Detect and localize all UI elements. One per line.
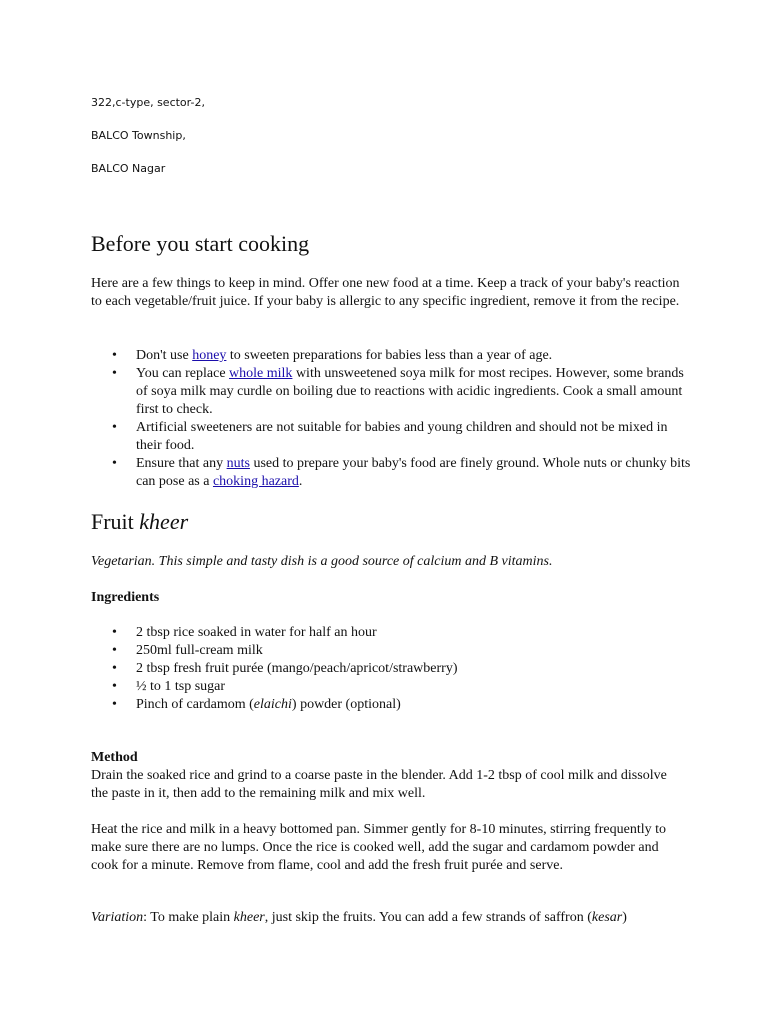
choking-hazard-link[interactable]: choking hazard bbox=[212, 474, 299, 489]
tip-text: You can replace bbox=[136, 366, 230, 381]
bullet-icon: • bbox=[112, 456, 117, 471]
tip-text: Ensure that any bbox=[136, 456, 227, 471]
list-item bbox=[91, 678, 691, 696]
list-item bbox=[91, 455, 691, 491]
variation-italic-2: kesar bbox=[591, 910, 623, 925]
tip-text: to sweeten preparations for babies less than a year of age. bbox=[226, 348, 553, 363]
ingredient-text: 250ml full-cream milk bbox=[136, 643, 263, 658]
list-item bbox=[91, 642, 691, 660]
tips-list bbox=[91, 347, 691, 491]
method-step-2: Heat the rice and milk in a heavy bottomed pan. Simmer gently for 8-10 minutes, stirring frequently to make sure there are no lumps. Once the rice is cooked well, add the sugar and cardamom powder and cook for a minute. Remove from flame, cool and add the fresh fruit purée and serve. bbox=[91, 822, 667, 873]
address-line-3: BALCO Nagar bbox=[91, 162, 166, 175]
ingredient-text: 2 tbsp rice soaked in water for half an hour bbox=[136, 625, 377, 640]
tip-text: used to prepare your baby's food are finely ground. Whole nuts or chunky bits can pose as a bbox=[136, 456, 691, 489]
recipe-heading-text: Fruit bbox=[91, 509, 140, 534]
variation-label: Variation bbox=[91, 910, 144, 925]
ingredient-text: ½ to 1 tsp sugar bbox=[136, 679, 226, 694]
bullet-icon: • bbox=[112, 679, 117, 694]
bullet-icon: • bbox=[112, 366, 117, 381]
recipe-summary: Vegetarian. This simple and tasty dish is a good source of calcium and B vitamins. bbox=[91, 554, 553, 569]
list-item bbox=[91, 419, 691, 455]
recipe-heading-italic: kheer bbox=[139, 509, 189, 534]
whole-milk-link[interactable]: whole milk bbox=[229, 366, 293, 381]
nuts-link[interactable]: nuts bbox=[226, 456, 250, 471]
tip-text: . bbox=[298, 474, 303, 489]
bullet-icon: • bbox=[112, 697, 117, 712]
method-step-1: Drain the soaked rice and grind to a coarse paste in the blender. Add 1-2 tbsp of cool milk and dissolve the paste in it, then add to the remaining milk and mix well. bbox=[91, 768, 667, 801]
ingredient-italic: elaichi bbox=[253, 697, 292, 712]
variation-text: ) bbox=[622, 910, 627, 925]
bullet-icon: • bbox=[112, 661, 117, 676]
bullet-icon: • bbox=[112, 348, 117, 363]
bullet-icon: • bbox=[112, 625, 117, 640]
ingredients-list bbox=[91, 624, 691, 714]
variation-paragraph bbox=[91, 909, 686, 927]
variation-text: : To make plain bbox=[143, 910, 234, 925]
ingredients-heading: Ingredients bbox=[91, 590, 160, 605]
bullet-icon: • bbox=[112, 420, 117, 435]
tip-text: Artificial sweeteners are not suitable for babies and young children and should not be mixed in their food. bbox=[136, 420, 668, 453]
list-item bbox=[91, 347, 691, 365]
variation-italic: kheer bbox=[233, 910, 265, 925]
ingredient-text: ) powder (optional) bbox=[291, 697, 401, 712]
intro-paragraph: Here are a few things to keep in mind. Offer one new food at a time. Keep a track of your baby's reaction to each vegetable/fruit juice. If your baby is allergic to any specific ingredient, remove it from the recipe. bbox=[91, 276, 680, 309]
variation-text: , just skip the fruits. You can add a few strands of saffron ( bbox=[264, 910, 592, 925]
honey-link[interactable]: honey bbox=[192, 348, 227, 363]
ingredient-text: Pinch of cardamom ( bbox=[136, 697, 254, 712]
method-heading: Method bbox=[91, 750, 138, 765]
ingredient-text: 2 tbsp fresh fruit purée (mango/peach/apricot/strawberry) bbox=[136, 661, 458, 676]
list-item bbox=[91, 624, 691, 642]
section-heading-before-cooking: Before you start cooking bbox=[91, 231, 310, 256]
list-item bbox=[91, 365, 691, 419]
tip-text: with unsweetened soya milk for most recipes. However, some brands of soya milk may curdle on boiling due to reactions with acidic ingredients. Cook a small amount first to check. bbox=[136, 366, 684, 417]
list-item bbox=[91, 696, 691, 714]
list-item bbox=[91, 660, 691, 678]
recipe-heading bbox=[91, 509, 188, 535]
tip-text: Don't use bbox=[136, 348, 193, 363]
address-line-2: BALCO Township, bbox=[91, 129, 186, 142]
bullet-icon: • bbox=[112, 643, 117, 658]
address-line-1: 322,c-type, sector-2, bbox=[91, 96, 205, 109]
